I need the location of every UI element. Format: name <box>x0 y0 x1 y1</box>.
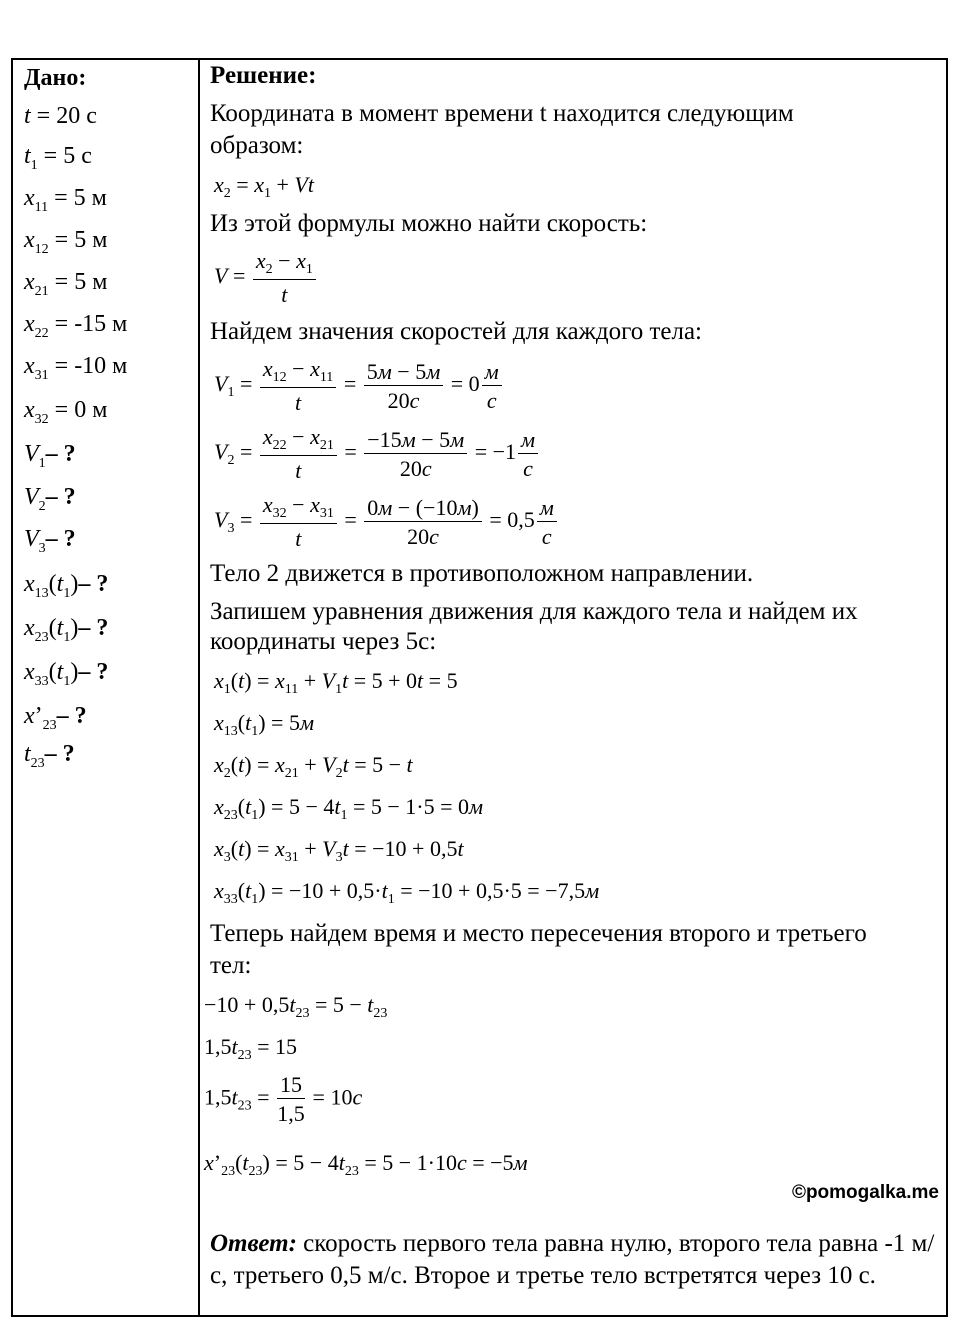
answer-block <box>210 1228 938 1292</box>
equation-x3: $x_3(t) = x_{31} + V_3t = -10 + 0,5t$ <box>214 836 464 865</box>
equation-x2: $x_2(t) = x_{21} + V_2t = 5 - t$ <box>214 752 413 781</box>
given-t: t = 20 с <box>24 103 97 129</box>
given-t23: $t_{23}-$ ? <box>24 741 75 771</box>
paragraph-2: Из этой формулы можно найти скорость: <box>210 210 648 237</box>
paragraph-1-line-2: образом: <box>210 132 304 159</box>
given-x23: $x_{23}(t_1)-$ ? <box>24 615 109 645</box>
given-x-prime-23: $x’_{23}-$ ? <box>24 703 87 733</box>
formula-v3: $V_3$ = $\frac{x_{32} - x_{31}}{t}$ = $\frac{0м - (-10м)}{20с}$ = 0,5 $\frac{м}{с}$ <box>214 494 559 550</box>
given-x12: $x_{12} = 5$ м <box>24 227 108 257</box>
given-heading: Дано: <box>24 65 87 91</box>
answer-label: Ответ: <box>210 1230 297 1257</box>
paragraph-6-line-2: тел: <box>210 952 252 979</box>
equation-x13: $x_{13}(t_1) = 5м$ <box>214 710 314 739</box>
given-x33: $x_{33}(t_1)-$ ? <box>24 659 109 689</box>
given-x13: $x_{13}(t_1)-$ ? <box>24 571 109 601</box>
equation-intersection: $-10 + 0,5t_{23} = 5 - t_{23}$ <box>204 992 388 1021</box>
solution-heading: Решение: <box>210 62 317 89</box>
formula-v2: $V_2$ = $\frac{x_{22} - x_{21}}{t}$ = $\frac{-15м - 5м}{20с}$ = −1 $\frac{м}{с}$ <box>214 426 540 482</box>
equation-time-1: $1,5t_{23} = 15$ <box>204 1034 298 1063</box>
formula-coordinate: $x_2 = x_1 + Vt$ <box>214 172 314 201</box>
equation-x33: $x_{33}(t_1) = -10 + 0,5\cdot t_1 = -10 + 0,5\cdot 5 = -7,5м$ <box>214 878 600 907</box>
given-x31: $x_{31} = -10$ м <box>24 353 128 383</box>
answer-text: скорость первого тела равна нулю, второго тела равна -1 м/с, третьего 0,5 м/с. Второе и третье тело встретятся через 10 с. <box>210 1230 935 1289</box>
paragraph-3: Найдем значения скоростей для каждого тела: <box>210 318 703 345</box>
given-x22: $x_{22} = -15$ м <box>24 311 128 341</box>
paragraph-5-line-2: координаты через 5с: <box>210 628 437 655</box>
equation-time-2: $1,5t_{23}$ = $\frac{15}{1,5}$ = 10с <box>204 1072 363 1126</box>
given-v3: $V_3-$ ? <box>24 526 76 556</box>
paragraph-5-line-1: Запишем уравнения движения для каждого тела и найдем их <box>210 598 858 625</box>
solution-column <box>200 60 946 1315</box>
given-x11: $x_{11} = 5$ м <box>24 185 107 215</box>
paragraph-4: Тело 2 движется в противоположном направлении. <box>210 560 754 587</box>
paragraph-6-line-1: Теперь найдем время и место пересечения второго и третьего <box>210 920 867 947</box>
watermark: ©pomogalka.me <box>791 1182 939 1203</box>
given-x32: $x_{32} = 0$ м <box>24 397 108 427</box>
solution-table <box>11 58 948 1317</box>
paragraph-1-line-1: Координата в момент времени t находится следующим <box>210 100 794 127</box>
given-v1: $V_1-$ ? <box>24 441 76 471</box>
equation-meeting-point: $x’_{23}(t_{23}) = 5 - 4t_{23} = 5 - 1\cdot 10с = -5м$ <box>204 1150 528 1179</box>
given-t1: $t_1 = 5$ с <box>24 143 92 173</box>
given-x21: $x_{21} = 5$ м <box>24 269 108 299</box>
given-column <box>13 60 198 1315</box>
given-v2: $V_2-$ ? <box>24 484 76 514</box>
formula-velocity: V = $\frac{x_2 - x_1}{t}$ <box>214 250 318 306</box>
formula-v1: $V_1$ = $\frac{x_{12} - x_{11}}{t}$ = $\frac{5м - 5м}{20с}$ = 0 $\frac{м}{с}$ <box>214 358 504 414</box>
equation-x1: $x_1(t) = x_{11} + V_1t = 5 + 0t = 5$ <box>214 668 458 697</box>
equation-x23: $x_{23}(t_1) = 5 - 4t_1 = 5 - 1\cdot 5 = 0м$ <box>214 794 484 823</box>
